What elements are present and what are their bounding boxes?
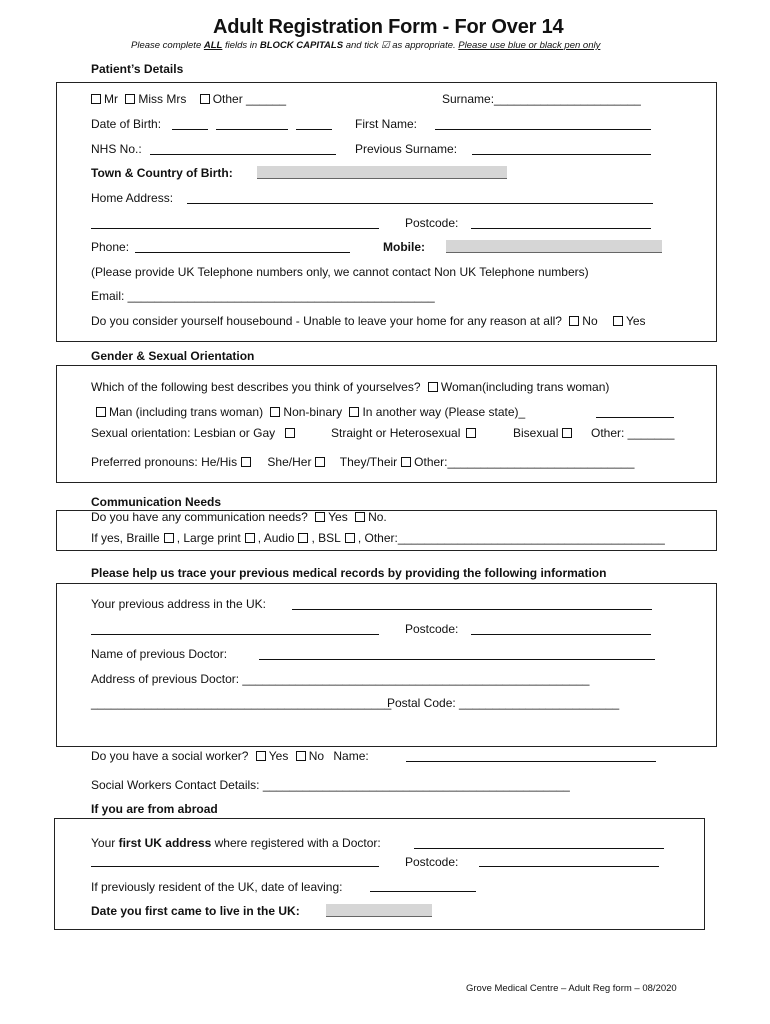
email-field[interactable]: Email: ______________________________________________ (91, 289, 435, 303)
nonbinary-checkbox[interactable] (270, 407, 280, 417)
home-address-field[interactable] (187, 203, 653, 204)
prev-postcode-label: Postcode: (405, 622, 459, 636)
bsl-checkbox[interactable] (345, 533, 355, 543)
dob-label: Date of Birth: (91, 117, 162, 131)
came-to-live-field[interactable] (326, 904, 432, 917)
leaving-date-field[interactable] (370, 891, 476, 892)
she-label: She/Her (267, 455, 312, 469)
comm-question-row (91, 510, 387, 524)
patient-details-heading: Patient’s Details (91, 62, 184, 76)
other-title-checkbox[interactable] (200, 94, 210, 104)
first-uk-address-line2-field[interactable] (91, 866, 379, 867)
large-print-label: , Large print (176, 531, 241, 545)
home-address-label: Home Address: (91, 191, 174, 205)
woman-checkbox[interactable] (428, 382, 438, 392)
records-heading: Please help us trace your previous medical records by providing the following information (91, 566, 607, 580)
prev-address-field[interactable] (292, 609, 652, 610)
social-worker-row (91, 749, 369, 763)
bisexual-option: Bisexual (513, 426, 575, 440)
social-yes-checkbox[interactable] (256, 751, 266, 761)
first-name-label: First Name: (355, 117, 418, 131)
pronouns-he-label: Preferred pronouns: He/His (91, 455, 238, 469)
title-row (91, 92, 286, 106)
housebound-yes-checkbox[interactable] (613, 316, 623, 326)
comm-other-label[interactable]: , Other:________________________________________ (357, 531, 665, 545)
social-worker-question: Do you have a social worker? (91, 749, 249, 763)
another-way-checkbox[interactable] (349, 407, 359, 417)
comm-no-label: No. (368, 510, 387, 524)
town-country-field[interactable] (257, 166, 507, 179)
braille-label: If yes, Braille (91, 531, 160, 545)
prev-doctor-field[interactable] (259, 659, 655, 660)
home-postcode-field[interactable] (471, 228, 651, 229)
audio-checkbox[interactable] (298, 533, 308, 543)
abroad-heading: If you are from abroad (91, 802, 218, 816)
miss-label: Miss (138, 92, 164, 106)
social-name-field[interactable] (406, 761, 656, 762)
pronouns-row (91, 455, 634, 469)
bsl-label: , BSL (311, 531, 341, 545)
gender-heading: Gender & Sexual Orientation (91, 349, 255, 363)
first-uk-address-field[interactable] (414, 848, 664, 849)
mr-checkbox[interactable] (91, 94, 101, 104)
social-contact-label[interactable]: Social Workers Contact Details: ______________________________________________ (91, 778, 570, 792)
nhs-label: NHS No.: (91, 142, 142, 156)
abroad-postcode-field[interactable] (479, 866, 659, 867)
large-print-checkbox[interactable] (245, 533, 255, 543)
miss-checkbox[interactable] (125, 94, 135, 104)
woman-label: Woman(including trans woman) (440, 380, 610, 394)
first-uk-address-label: Your first UK address where registered with a Doctor: (91, 836, 381, 850)
bisexual-checkbox[interactable] (562, 428, 572, 438)
nonbinary-label: Non-binary (283, 405, 343, 419)
braille-checkbox[interactable] (164, 533, 174, 543)
orientation-other[interactable]: Other: _______ (591, 426, 675, 440)
prev-doctor-label: Name of previous Doctor: (91, 647, 228, 661)
prev-surname-label: Previous Surname: (355, 142, 458, 156)
straight-checkbox[interactable] (466, 428, 476, 438)
social-no-label: No (308, 749, 325, 763)
surname-label: Surname:______________________ (442, 92, 641, 106)
social-yes-label: Yes (268, 749, 289, 763)
housebound-question: Do you consider yourself housebound - Unable to leave your home for any reason at all? (91, 314, 562, 328)
form-instructions: Please complete ALL fields in BLOCK CAPITALS and tick ☑ as appropriate. Please use blue or black pen only (131, 40, 601, 51)
prev-address-line2-field[interactable] (91, 634, 379, 635)
mrs-label: Mrs (166, 92, 187, 106)
home-postcode-label: Postcode: (405, 216, 459, 230)
town-country-label: Town & Country of Birth: (91, 166, 233, 180)
dob-year-field[interactable] (296, 129, 332, 130)
comm-no-checkbox[interactable] (355, 512, 365, 522)
audio-label: , Audio (257, 531, 295, 545)
housebound-row (91, 314, 646, 328)
another-way-field[interactable] (596, 417, 674, 418)
comm-heading: Communication Needs (91, 495, 222, 509)
he-checkbox[interactable] (241, 457, 251, 467)
housebound-yes-label: Yes (625, 314, 646, 328)
home-address-line2-field[interactable] (91, 228, 379, 229)
dob-month-field[interactable] (216, 129, 288, 130)
orientation-label: Sexual orientation: Lesbian or Gay (91, 426, 298, 440)
she-checkbox[interactable] (315, 457, 325, 467)
mobile-field[interactable] (446, 240, 662, 253)
footer-text: Grove Medical Centre – Adult Reg form – 08/2020 (466, 983, 677, 994)
mr-label: Mr (104, 92, 118, 106)
comm-question: Do you have any communication needs? (91, 510, 308, 524)
doc-postal-code[interactable]: Postal Code: ________________________ (387, 696, 620, 710)
comm-options-row (91, 531, 665, 545)
man-label: Man (including trans woman) (109, 405, 264, 419)
straight-option: Straight or Heterosexual (331, 426, 479, 440)
doc-address-label[interactable]: Address of previous Doctor: ____________________________________________________ (91, 672, 590, 686)
mobile-label: Mobile: (383, 240, 425, 254)
another-way-label: In another way (Please state)_ (362, 405, 526, 419)
man-checkbox[interactable] (96, 407, 106, 417)
comm-yes-checkbox[interactable] (315, 512, 325, 522)
pronouns-other-label[interactable]: Other:____________________________ (414, 455, 635, 469)
prev-address-label: Your previous address in the UK: (91, 597, 266, 611)
other-title-label: Other ______ (212, 92, 287, 106)
prev-surname-field[interactable] (472, 154, 651, 155)
gender-question: Which of the following best describes you think of yourselves? (91, 380, 421, 394)
dob-day-field[interactable] (172, 129, 208, 130)
social-name-label: Name: (333, 749, 369, 763)
came-to-live-label: Date you first came to live in the UK: (91, 904, 300, 918)
housebound-no-label: No (582, 314, 598, 328)
phone-field[interactable] (135, 252, 350, 253)
lesbian-gay-checkbox[interactable] (285, 428, 295, 438)
social-no-checkbox[interactable] (296, 751, 306, 761)
leaving-date-label: If previously resident of the UK, date of leaving: (91, 880, 343, 894)
nhs-field[interactable] (150, 154, 336, 155)
gender-question-row (91, 380, 609, 394)
they-label: They/Their (339, 455, 398, 469)
housebound-no-checkbox[interactable] (569, 316, 579, 326)
comm-yes-label: Yes (328, 510, 348, 524)
phone-label: Phone: (91, 240, 130, 254)
uk-numbers-note: (Please provide UK Telephone numbers only, we cannot contact Non UK Telephone numbers) (91, 265, 589, 279)
doc-address-line2[interactable]: _____________________________________________ (91, 696, 392, 710)
prev-postcode-field[interactable] (471, 634, 651, 635)
they-checkbox[interactable] (401, 457, 411, 467)
form-title: Adult Registration Form - For Over 14 (213, 16, 564, 38)
gender-options-row (96, 405, 525, 419)
abroad-postcode-label: Postcode: (405, 855, 459, 869)
first-name-field[interactable] (435, 129, 651, 130)
